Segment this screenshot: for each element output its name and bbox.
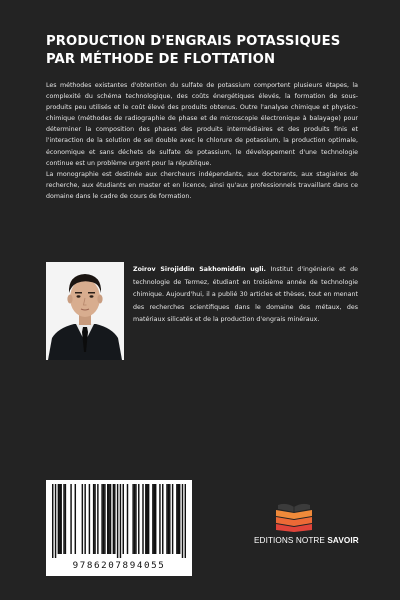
abstract-paragraph-2: La monographie est destinée aux chercheurs indépendants, aux doctorants, aux stagiaires de recherche, aux étudiants en master et en licence, ainsi qu'aux professionnels travaillant dans ce domaine dans le cadre de cours de formation. xyxy=(46,170,358,200)
barcode-bar xyxy=(70,484,71,554)
barcode-bar xyxy=(176,484,177,554)
publisher-logo-icon xyxy=(272,502,316,532)
barcode-bar xyxy=(65,484,66,554)
author-bio xyxy=(133,264,358,327)
barcode-bars xyxy=(52,484,186,558)
barcode-bar xyxy=(159,484,160,554)
barcode-bar xyxy=(169,484,170,554)
author-photo xyxy=(46,262,124,360)
barcode-bar xyxy=(138,484,139,554)
barcode-bar xyxy=(135,484,136,554)
barcode-bar xyxy=(108,484,109,554)
barcode-bar xyxy=(114,484,115,554)
barcode-bar xyxy=(75,484,76,554)
author-section xyxy=(46,260,358,360)
barcode-bar xyxy=(145,484,146,554)
barcode-bar xyxy=(154,484,155,554)
book-title-line-1: PRODUCTION D'ENGRAIS POTASSIQUES xyxy=(46,34,341,49)
publisher-block xyxy=(254,502,359,545)
barcode-bar xyxy=(127,484,128,554)
book-title-line-2: PAR MÉTHODE DE FLOTTATION xyxy=(46,52,276,67)
barcode-bar xyxy=(132,484,133,554)
barcode-bar xyxy=(55,484,56,558)
barcode-bar xyxy=(168,484,169,554)
barcode-bar xyxy=(82,484,83,554)
barcode-bar xyxy=(103,484,104,554)
barcode-bar xyxy=(59,484,60,554)
barcode-bar xyxy=(166,484,167,554)
barcode-bar xyxy=(110,484,111,554)
barcode-bar xyxy=(148,484,149,554)
author-name: Zoirov Sirojiddin Sakhomiddin ugli. xyxy=(133,266,266,273)
book-abstract xyxy=(46,80,358,202)
author-portrait-image xyxy=(46,262,124,360)
publisher-name xyxy=(254,536,359,545)
barcode-bar xyxy=(142,484,143,554)
barcode-bar xyxy=(162,484,163,554)
barcode-bar xyxy=(152,484,153,554)
barcode-bar xyxy=(52,484,53,558)
barcode-bar xyxy=(172,484,173,554)
author-bio-text: Institut d'ingénierie et de technologie de Termez, étudiant en troisième année de technologie chimique. Aujourd'hui, il a publié 30 articles et thèses, tout en menant des recherches scientifiques dans le domaine des métaux, des matériaux silicatés et de la production d'engrais minéraux. xyxy=(133,266,358,323)
book-title xyxy=(46,33,366,69)
barcode-bar xyxy=(179,484,180,554)
barcode-bar xyxy=(107,484,108,554)
barcode-bar xyxy=(63,484,64,554)
barcode-bar xyxy=(185,484,186,558)
barcode-bar xyxy=(113,484,114,554)
isbn-number: 9786207894055 xyxy=(72,560,166,571)
publisher-name-bold: SAVOIR xyxy=(327,536,359,545)
barcode-bar xyxy=(123,484,124,554)
barcode-bar xyxy=(84,484,85,554)
barcode-bar xyxy=(182,484,183,558)
publisher-name-regular: EDITIONS NOTRE xyxy=(254,536,328,545)
barcode-bar xyxy=(58,484,59,554)
barcode-bar xyxy=(178,484,179,554)
barcode-bar xyxy=(104,484,105,554)
barcode-bar xyxy=(60,484,61,554)
abstract-paragraph-1: Les méthodes existantes d'obtention du sulfate de potassium comportent plusieurs étapes, la complexité du schéma technologique, des coûts énergétiques élevés, la formation de sous-produits peu utilisés et le coût élevé des produits obtenus. Outre l'analyse chimique et physico-chimique (méthodes de radiographie de phase et de microscopie électronique à balayage) pour déterminer la composition des phases des produits intermédiaires et des produits finis et l'interaction de la solution de sel double avec le chlorure de potassium, la production optimale, économique et sans déchets de sulfate de potassium, le développement d'une technologie continue est un problème urgent pour la république. xyxy=(46,82,358,167)
barcode-bar xyxy=(101,484,102,554)
barcode-bar xyxy=(94,484,95,554)
barcode-bar xyxy=(93,484,94,554)
barcode-bar xyxy=(89,484,90,554)
barcode-bar xyxy=(117,484,118,558)
barcode-bar xyxy=(155,484,156,554)
barcode-bar xyxy=(134,484,135,554)
barcode-bar xyxy=(147,484,148,554)
barcode-bar xyxy=(97,484,98,554)
barcode-bar xyxy=(120,484,121,558)
isbn-barcode xyxy=(46,480,192,576)
